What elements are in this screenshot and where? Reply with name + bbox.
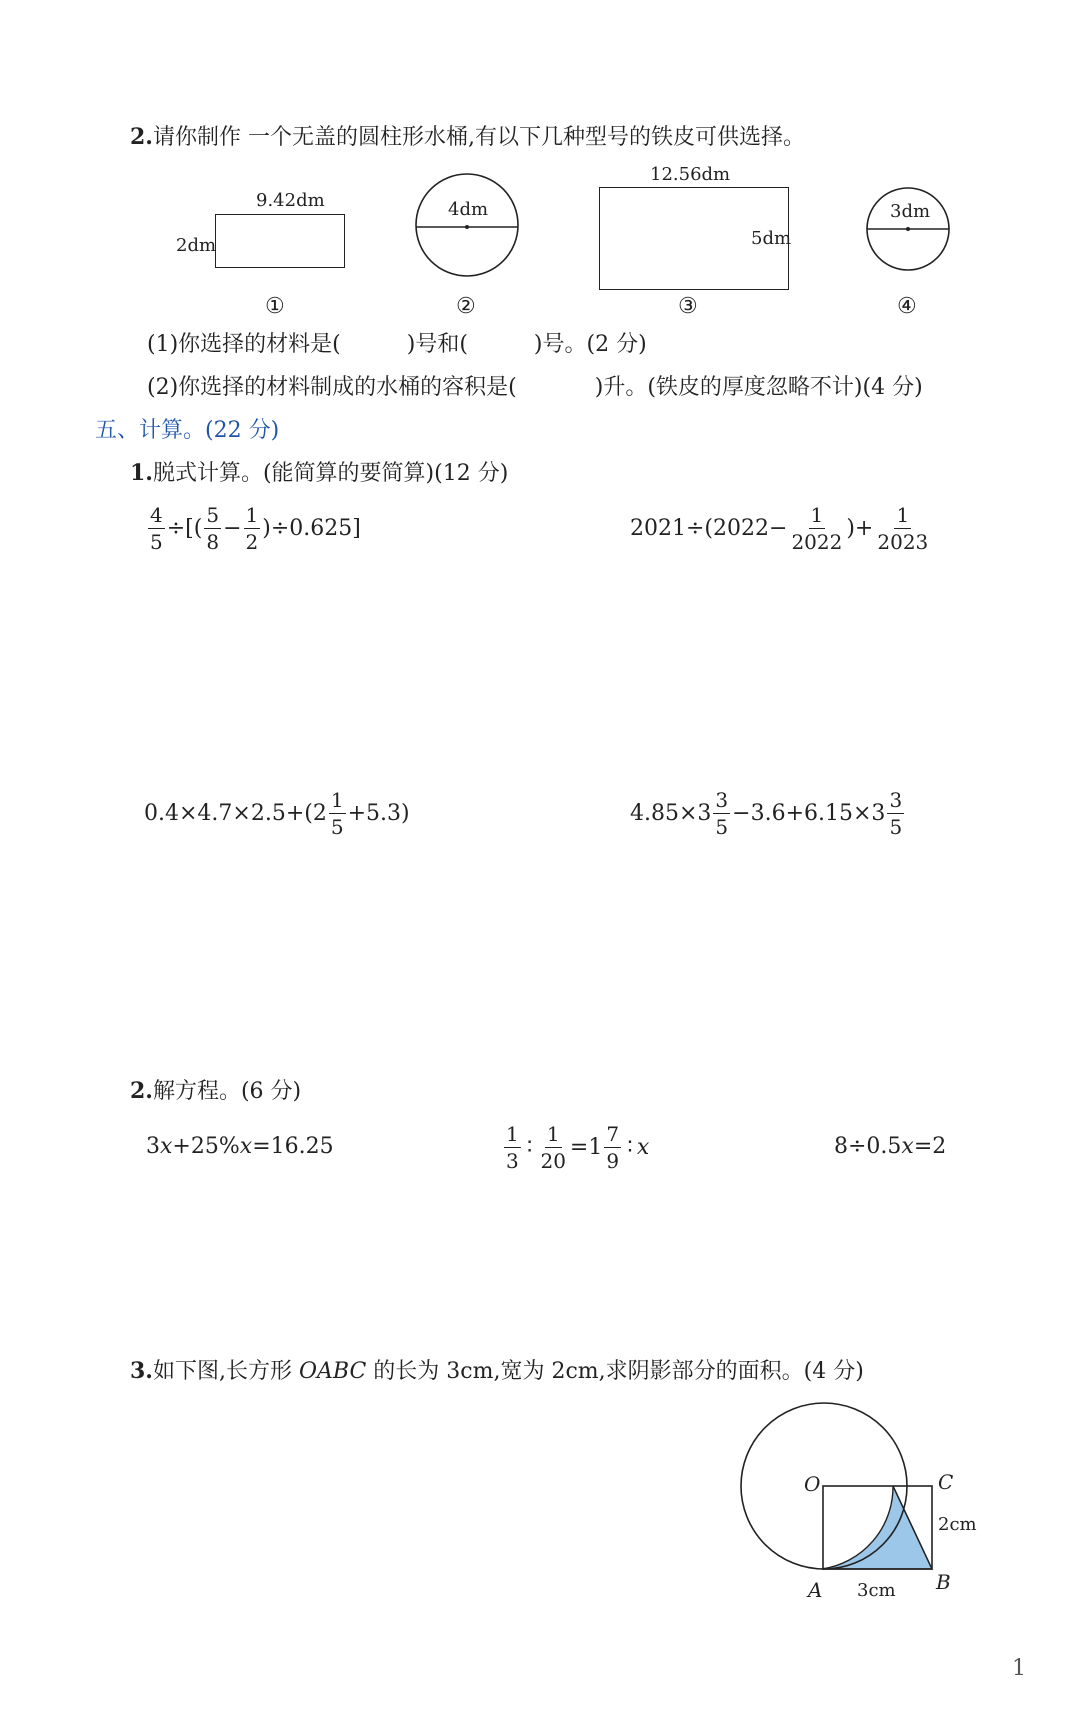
point-a-label: A [808, 1578, 823, 1602]
fraction [713, 790, 730, 837]
fraction [875, 505, 930, 552]
numerator: 1 [506, 1122, 519, 1146]
shape3-number: ③ [678, 294, 698, 319]
numerator: 3 [889, 788, 903, 812]
fraction [887, 790, 904, 837]
calc-expression-4 [630, 790, 906, 837]
q2-sub2-part-b: )升。(铁皮的厚度忽略不计)(4 分) [594, 375, 923, 400]
shape4-circle [864, 185, 952, 273]
shape4-diameter-label: 3dm [890, 201, 931, 222]
fraction [538, 1124, 567, 1171]
expr-text: 2021÷(2022− [630, 515, 788, 541]
variable-x: x [636, 1134, 650, 1160]
expr-text: 0.4×4.7×2.5+(2 [144, 800, 327, 826]
q2-sub1 [147, 334, 647, 356]
expr-text: +5.3) [347, 800, 410, 826]
expr-text: +25% [172, 1134, 240, 1159]
point-o-label: O [804, 1472, 821, 1496]
p2-title-text: 解方程。(6 分) [152, 1079, 302, 1104]
width-2cm-label: 2cm [938, 1514, 977, 1535]
shape3-height-label: 5dm [751, 228, 792, 249]
expr-text: − [223, 515, 242, 541]
denominator: 2 [245, 530, 259, 554]
q2-sub1-part-a: (1)你选择的材料是( [147, 332, 341, 357]
expr-text: 8÷0.5 [834, 1134, 902, 1159]
numerator: 1 [810, 503, 824, 527]
numerator: 1 [330, 788, 344, 812]
p3-title-rect: OABC [298, 1359, 367, 1384]
p1-number: 1. [130, 460, 153, 486]
fraction [244, 505, 261, 552]
point-c-label: C [938, 1470, 954, 1494]
calc-expression-3 [144, 790, 410, 837]
p2-title [130, 1080, 301, 1103]
fraction [789, 505, 844, 552]
fraction [329, 790, 346, 837]
q2-sub1-part-c: )号。(2 分) [533, 332, 647, 357]
calc-expression-1 [146, 505, 361, 552]
calc-expression-2 [630, 505, 932, 552]
p3-title [130, 1360, 864, 1383]
q2-sub2-part-a: (2)你选择的材料制成的水桶的容积是( [147, 375, 517, 400]
equation-1 [146, 1136, 334, 1158]
shaded-region [822, 1486, 932, 1569]
shape2-diameter-label: 4dm [448, 199, 489, 220]
numerator: 1 [245, 503, 259, 527]
p2-number: 2. [130, 1078, 153, 1104]
fraction [148, 505, 165, 552]
denominator: 5 [715, 815, 729, 839]
shape1-height-label: 2dm [176, 235, 217, 256]
denominator: 2023 [877, 530, 929, 554]
denominator: 20 [540, 1149, 566, 1173]
denominator: 5 [889, 815, 903, 839]
expr-text: =2 [913, 1134, 947, 1159]
geometry-figure [730, 1390, 990, 1600]
numerator: 7 [606, 1122, 620, 1146]
denominator: 5 [330, 815, 344, 839]
q2-title-text: 请你制作 一个无盖的圆柱形水桶,有以下几种型号的铁皮可供选择。 [152, 125, 805, 150]
expr-text: =16.25 [252, 1134, 334, 1159]
expr-text: )÷0.625] [262, 515, 361, 541]
q2-title [130, 126, 805, 149]
shape1-width-label: 9.42dm [256, 190, 325, 211]
fraction [204, 505, 221, 552]
section5-heading: 五、计算。(22 分) [95, 418, 280, 443]
shape2-number: ② [456, 294, 476, 319]
variable-x: x [160, 1134, 173, 1159]
q2-sub2 [147, 377, 923, 399]
shape1-rectangle [215, 214, 345, 268]
denominator: 3 [506, 1149, 519, 1173]
denominator: 2022 [791, 530, 843, 554]
point-b-label: B [936, 1570, 951, 1594]
variable-x: x [239, 1134, 253, 1159]
numerator: 5 [206, 503, 220, 527]
fraction [504, 1124, 521, 1171]
expr-text: =1 [569, 1134, 603, 1160]
shape4-number: ④ [897, 294, 917, 319]
page-number: 1 [1012, 1656, 1026, 1681]
length-3cm-label: 3cm [857, 1580, 896, 1601]
equation-2 [502, 1124, 649, 1171]
expr-text: )+ [846, 515, 874, 541]
shape3-width-label: 12.56dm [650, 164, 731, 185]
numerator: 1 [546, 1122, 560, 1146]
expr-text: ÷[( [166, 515, 203, 541]
shape1-number: ① [265, 294, 285, 319]
p1-title-text: 脱式计算。(能简算的要简算)(12 分) [152, 461, 509, 486]
expr-text: 3 [146, 1134, 160, 1159]
denominator: 9 [606, 1149, 620, 1173]
p3-number: 3. [130, 1358, 153, 1384]
denominator: 8 [206, 530, 220, 554]
expr-text: 4.85×3 [630, 800, 712, 826]
shape2-circle [412, 170, 522, 280]
ratio-sign: ∶ [627, 1134, 633, 1160]
p3-title-b: 的长为 3cm,宽为 2cm,求阴影部分的面积。(4 分) [366, 1359, 864, 1384]
numerator: 3 [715, 788, 729, 812]
p3-title-a: 如下图,长方形 [152, 1359, 299, 1384]
ratio-sign: ∶ [526, 1134, 533, 1160]
denominator: 5 [150, 530, 163, 554]
fraction [604, 1124, 621, 1171]
numerator: 4 [150, 503, 163, 527]
q2-sub1-part-b: )号和( [406, 332, 468, 357]
expr-text: −3.6+6.15×3 [732, 800, 886, 826]
p1-title [130, 462, 508, 485]
q2-number: 2. [130, 124, 153, 150]
equation-3 [834, 1136, 946, 1158]
variable-x: x [901, 1134, 914, 1159]
numerator: 1 [896, 503, 910, 527]
